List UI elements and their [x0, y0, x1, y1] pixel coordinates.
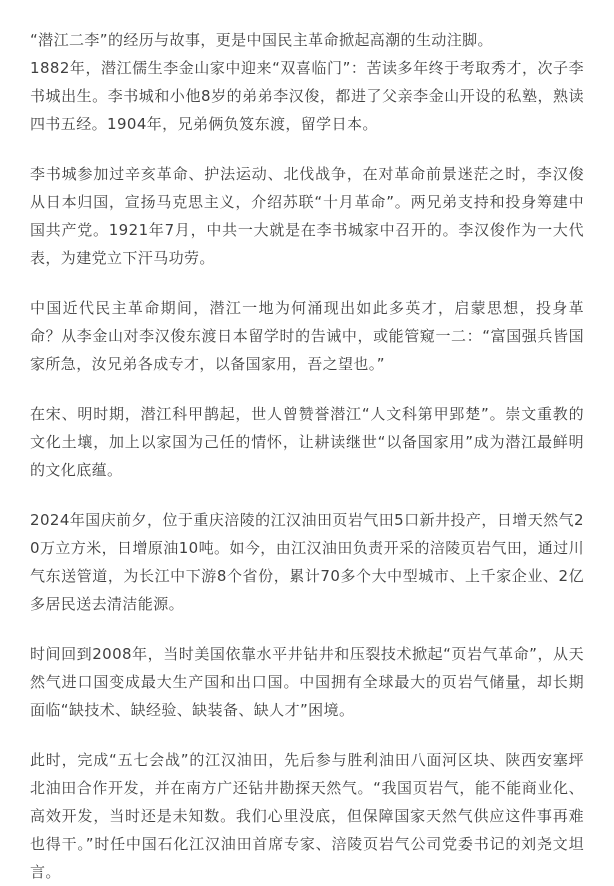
paragraph-revolution-question: 中国近代民主革命期间，潜江一地为何涌现出如此多英才，启蒙思想，投身革命？从李金山对李汉俊东渡日本留学时的告诫中，或能管窥一二：“富国强兵皆国家所急，汝兄弟各成专才，以备国家用，吾之望也。” [30, 299, 584, 373]
paragraph-culture: 在宋、明时期，潜江科甲鹊起，世人曾赞誉潜江“人文科第甲郢楚”。崇文重教的文化土壤，加上以家国为己任的情怀，让耕读继世“以备国家用”成为潜江最鲜明的文化底蕴。 [30, 405, 584, 479]
paragraph-intro: “潜江二李”的经历与故事，更是中国民主革命掀起高潮的生动注脚。 1882年，潜江儒生李金山家中迎来“双喜临门”：苦读多年终于考取秀才，次子李书城出生。李书城和小他8岁的弟弟李汉俊，都进了父亲李金山开设的私塾，熟读四书五经。1904年，兄弟俩负笈东渡，留学日本。 [30, 31, 584, 133]
paragraph-jianghan-oilfield: 此时，完成“五七会战”的江汉油田，先后参与胜利油田八面河区块、陕西安塞坪北油田合作开发，并在南方广还钻井勘探天然气。“我国页岩气，能不能商业化、高效开发，当时还是未知数。我们心里没底，但保障国家天然气供应这件事再难也得干。”时任中国石化江汉油田首席专家、涪陵页岩气公司党委书记的刘尧文坦言。 [30, 751, 584, 881]
paragraph-2008: 时间回到2008年，当时美国依靠水平井钻井和压裂技术掀起“页岩气革命”，从天然气进口国变成最大生产国和出口国。中国拥有全球最大的页岩气储量，却长期面临“缺技术、缺经验、缺装备、缺人才”困境。 [30, 645, 584, 719]
paragraph-shale-gas-2024: 2024年国庆前夕，位于重庆涪陵的江汉油田页岩气田5口新井投产，日增天然气20万立方米，日增原油10吨。如今，由江汉油田负责开采的涪陵页岩气田，通过川气东送管道，为长江中下游8个省份，累计70多个大中型城市、上千家企业、2亿多居民送去清洁能源。 [30, 511, 584, 613]
paragraph-li-shucheng: 李书城参加过辛亥革命、护法运动、北伐战争，在对革命前景迷茫之时，李汉俊从日本归国，宣扬马克思主义，介绍苏联“十月革命”。两兄弟支持和投身筹建中国共产党。1921年7月，中共一大就是在李书城家中召开的。李汉俊作为一大代表，为建党立下汗马功劳。 [30, 165, 584, 267]
